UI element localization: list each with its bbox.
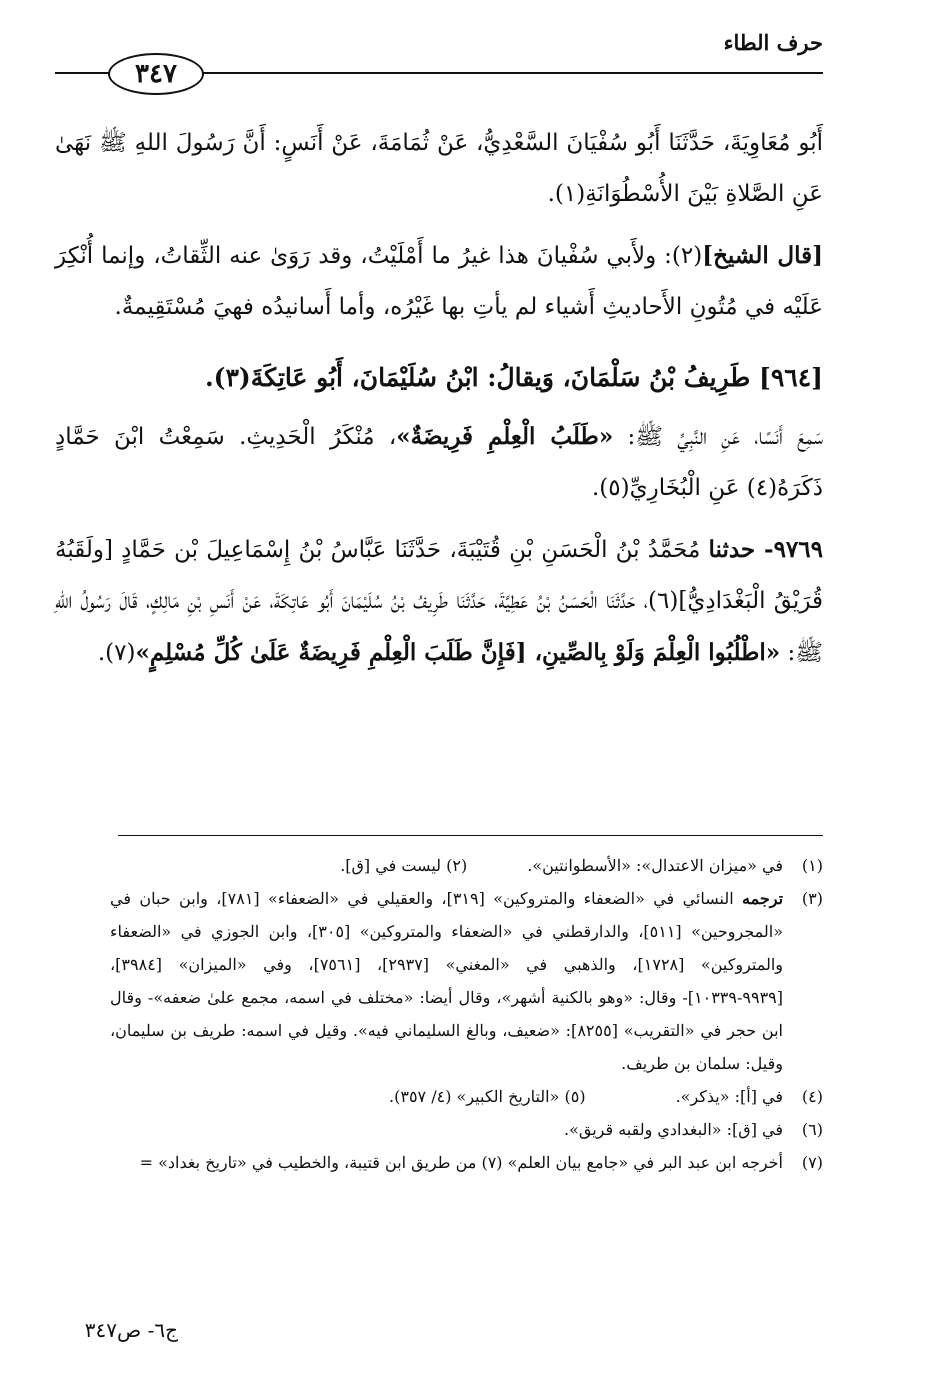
footnote-4-text: في [أ]: «يذكر». [675, 1087, 783, 1106]
hadith-text: «اطْلُبُوا الْعِلْمَ وَلَوْ بِالصِّينِ، [فَإِنَّ طَلَبَ الْعِلْمِ فَرِيضَةٌ عَلَىٰ كُلِّ مُسْلِمٍ» [135, 639, 781, 666]
sheikh-label: [قال الشيخ] [702, 242, 823, 269]
footnote-number: (١) [801, 856, 823, 875]
footnote-7 [110, 1146, 823, 1179]
entry-heading: [٩٦٤] طَرِيفُ بْنُ سَلْمَانَ، وَيقالُ: ابْنُ سُلَيْمَانَ، أَبُو عَاتِكَةَ(٣). [204, 363, 823, 392]
paragraph-2-text: (٢): ولأَبي سُفْيانَ هذا غيرُ ما أَمْلَيْتُ، وقد رَوَىٰ عنه الثِّقاتُ، وإنما أُنْكِرَ عَلَيْه في مُتُونِ الأَحاديثِ أَشياء لم يأتِ بها غَيْرُه، وأما أَسانيدُه فهيَ مُسْتَقِيمةٌ. [55, 243, 823, 320]
paragraph-3-lead: سَمِعَ أَنَسًا، عَنِ النَّبِيِّ ﷺ: [613, 424, 823, 450]
paragraph-4-chain: مُحَمَّدُ بْنُ الْحَسَنِ بْنِ قُتَيْبَةَ، حَدَّثَنَا عَبَّاسُ بْنُ إِسْمَاعِيلَ بْن حَمَّادٍ [ولَقَبُهُ قُرَيْقُ الْبَغْدَادِيُّ](٦)، حَدَّثَنَا الْحَسَنُ بْنُ عَطِيَّةَ، حَدَّثَنَا طَرِيفُ بْنُ سُلَيْمَانَ أَبُو عَاتِكَةَ، عَنْ أَنَسِ بْنِ مَالِكٍ، قَالَ رَسُولُ اللهِ ﷺ: [55, 537, 823, 666]
main-text [55, 118, 823, 679]
footnote-3-text: النسائي في «الضعفاء والمتروكين» [٣١٩]، والعقيلي في «الضعفاء» [٧٨١]، وابن حبان في «المجروحين» [٥١١]، والدارقطني في «الضعفاء والمتروكين» [٣٠٥]، وابن الجوزي في «الضعفاء والمتروكين» [١٧٢٨]، والذهبي في «المغني» [٢٩٣٧]، [٧٥٦١]، وفي «الميزان» [٣٩٨٤]، [٩٩٣٩-١٠٣٣٩]- وقال: «وهو بالكنية أشهر»، وقال أيضا: «مختلف في اسمه، مجمع علىٰ ضعفه»- وقال ابن حجر في «التقريب» [٨٢٥٥]: «ضعيف، وبالغ السليماني فيه». وقيل في اسمه: طريف بن سليمان، وقيل: سلمان بن طريف. [110, 889, 784, 1073]
footnote-1 [110, 849, 823, 882]
paragraph-1: أَبُو مُعَاوِيَةَ، حَدَّثَنَا أَبُو سُفْيَانَ السَّعْدِيُّ، عَنْ ثُمَامَةَ، عَنْ أَنَسٍ: أَنَّ رَسُولَ اللهِ ﷺ نَهَىٰ عَنِ الصَّلاةِ بَيْنَ الأُسْطُوَانَةِ(١). [55, 130, 823, 207]
paragraph-2 [55, 230, 823, 333]
footnote-number: (٦) [801, 1120, 823, 1139]
footnote-4 [110, 1080, 823, 1113]
page-number: ٣٤٧ [108, 53, 204, 95]
footnote-6 [110, 1113, 823, 1146]
paragraph-3 [55, 411, 823, 514]
running-header-title: حرف الطاء [723, 30, 823, 55]
footnote-2-text: (٢) ليست في [ق]. [340, 856, 468, 875]
hadith-number: ٩٧٦٩- حدثنا [708, 536, 823, 563]
footnote-number: (٣) [801, 889, 823, 908]
volume-page-reference: ج٦- ص٣٤٧ [84, 1318, 178, 1342]
hadith-quote: «طَلَبُ الْعِلْمِ فَرِيضَةٌ» [396, 423, 614, 450]
paragraph-4-end: (٧). [97, 640, 136, 666]
footnote-3 [110, 882, 823, 1080]
footnote-1-text: في «ميزان الاعتدال»: «الأسطوانتين». [527, 856, 783, 875]
footnote-number: (٤) [801, 1087, 823, 1106]
footnote-number: (٧) [801, 1153, 823, 1172]
footnote-6-text: في [ق]: «البغدادي ولقبه قريق». [563, 1120, 783, 1139]
footnote-rule [118, 835, 823, 836]
footnote-5-text: (٥) «التاريخ الكبير» (٤/ ٣٥٧). [389, 1087, 586, 1106]
footnotes [110, 849, 823, 1179]
footnote-7-text: أخرجه ابن عبد البر في «جامع بيان العلم» (٧) من طريق ابن قتيبة، والخطيب في «تاريخ بغداد» = [139, 1153, 783, 1172]
footnote-3-lead: ترجمه [742, 889, 784, 908]
paragraph-4 [55, 524, 823, 679]
paragraph-3-rest: ، مُنْكَرُ الْحَدِيثِ. سَمِعْتُ ابْنَ حَمَّادٍ ذَكَرَهُ(٤) عَنِ الْبُخَارِيِّ(٥). [55, 424, 823, 501]
